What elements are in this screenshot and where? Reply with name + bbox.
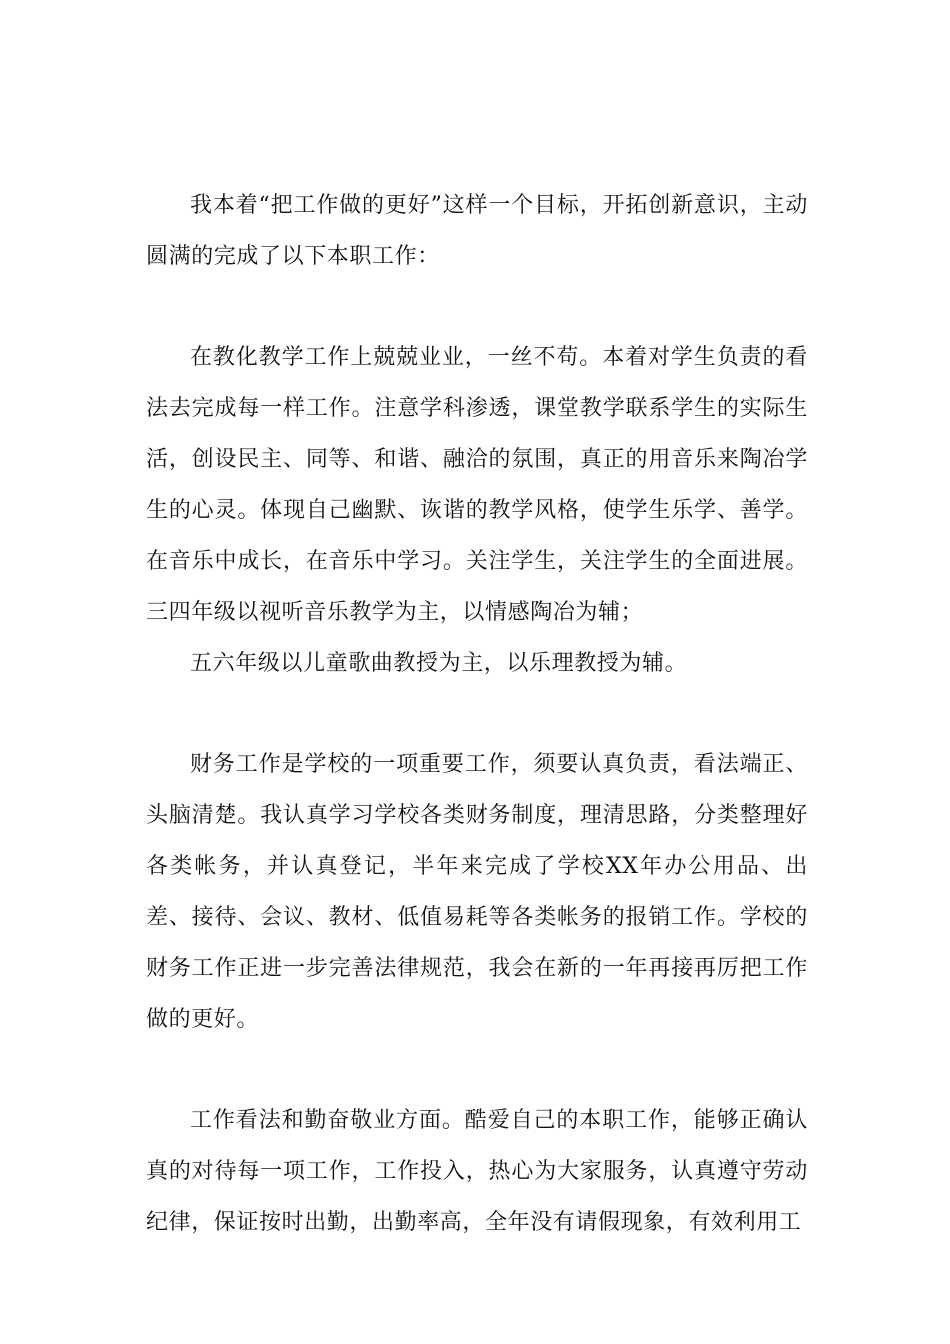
document-page — [146, 180, 808, 1248]
paragraph-teaching: 在教化教学工作上兢兢业业，一丝不苟。本着对学生负责的看法去完成每一样工作。注意学科渗透，课堂教学联系学生的实际生活，创设民主、同等、和谐、融洽的氛围，真正的用音乐来陶冶学生的心灵。体现自己幽默、诙谐的教学风格，使学生乐学、善学。在音乐中成长，在音乐中学习。关注学生，关注学生的全面进展。三四年级以视听音乐教学为主，以情感陶冶为辅； — [146, 345, 808, 625]
paragraph-finance: 财务工作是学校的一项重要工作，须要认真负责，看法端正、头脑清楚。我认真学习学校各类财务制度，理清思路，分类整理好各类帐务，并认真登记，半年来完成了学校XX年办公用品、出差、接待、会议、教材、低值易耗等各类帐务的报销工作。学校的财务工作正进一步完善法律规范，我会在新的一年再接再厉把工作做的更好。 — [146, 752, 808, 1032]
paragraph-attitude: 工作看法和勤奋敬业方面。酷爱自己的本职工作，能够正确认真的对待每一项工作，工作投入，热心为大家服务，认真遵守劳动纪律，保证按时出勤，出勤率高，全年没有请假现象，有效利用工 — [146, 1108, 808, 1235]
paragraph-intro: 我本着“把工作做的更好”这样一个目标，开拓创新意识，主动圆满的完成了以下本职工作： — [146, 193, 808, 269]
paragraph-grades: 五六年级以儿童歌曲教授为主，以乐理教授为辅。 — [190, 651, 688, 676]
